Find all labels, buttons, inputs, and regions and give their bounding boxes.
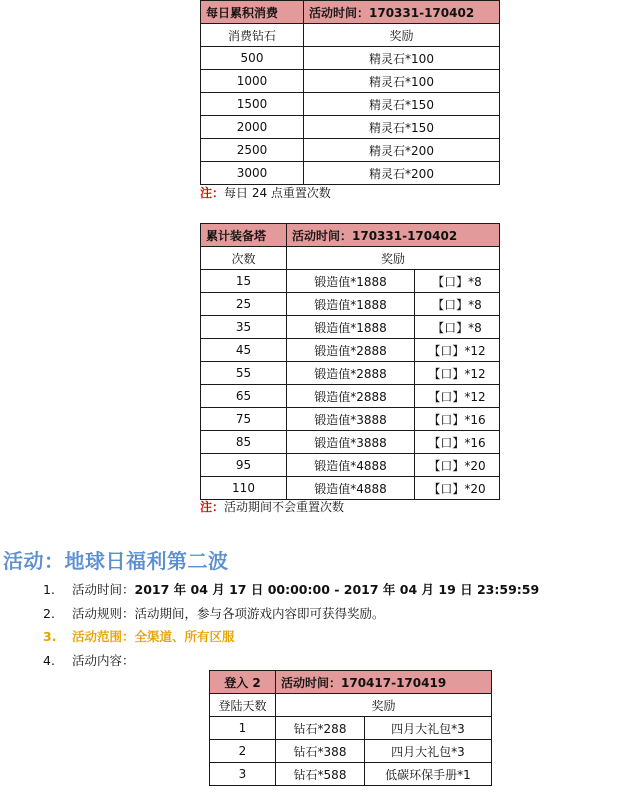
table-row [201,362,500,385]
cell: 锻造值*4888 [287,477,415,500]
section-title: 活动：地球日福利第二波 [3,549,229,573]
item-number: 2. [43,605,55,621]
cell: 1 [210,717,276,740]
cell: 四月大礼包*3 [365,717,492,740]
item-label: 活动规则： [72,605,135,621]
table-row [201,316,500,339]
item-label: 活动时间： [72,582,135,597]
cell: 75 [201,408,287,431]
item-value: 2017 年 04 月 17 日 00:00:00 - 2017 年 04 月 19 日 23:59:59 [134,582,540,597]
table-period: 活动时间：170331-170402 [287,224,500,247]
column-header: 次数 [201,247,287,270]
cell: 【口】*20 [415,454,500,477]
cell: 【口】*12 [415,362,500,385]
tower-cumulative-table [200,223,500,500]
cell: 【口】*16 [415,408,500,431]
note-label: 注： [200,500,225,514]
cell: 锻造值*1888 [287,293,415,316]
cell: 【口】*20 [415,477,500,500]
cell: 1500 [201,93,304,116]
table-row [201,477,500,500]
cell: 低碳环保手册*1 [365,763,492,786]
cell: 精灵石*200 [304,139,500,162]
cell: 四月大礼包*3 [365,740,492,763]
item-label: 活动内容： [72,652,135,668]
table-title: 每日累积消费 [201,1,304,24]
column-header: 奖励 [276,694,492,717]
cell: 锻造值*4888 [287,454,415,477]
cell: 精灵石*200 [304,162,500,185]
cell: 锻造值*3888 [287,408,415,431]
table-row [210,763,492,786]
cell: 锻造值*1888 [287,270,415,293]
cell: 【口】*8 [415,270,500,293]
column-header-row [201,247,500,270]
cell: 【口】*16 [415,431,500,454]
cell: 锻造值*2888 [287,385,415,408]
cell: 锻造值*3888 [287,431,415,454]
cell: 【口】*12 [415,385,500,408]
table-header-row [210,671,492,694]
login-reward-table [209,670,492,786]
item-label: 活动范围： [72,629,135,644]
cell: 85 [201,431,287,454]
table-row [201,70,500,93]
cell: 2 [210,740,276,763]
cell: 【口】*12 [415,339,500,362]
table-header-row [201,1,500,24]
cell: 3000 [201,162,304,185]
cell: 55 [201,362,287,385]
column-header: 奖励 [287,247,500,270]
table2-note [200,498,344,515]
table-title: 累计装备塔 [201,224,287,247]
table-row [201,431,500,454]
table1-note [200,184,331,201]
cell: 2500 [201,139,304,162]
column-header-row [210,694,492,717]
cell: 1000 [201,70,304,93]
cell: 精灵石*100 [304,70,500,93]
item-number: 3. [43,629,57,644]
cell: 95 [201,454,287,477]
table-row [201,47,500,70]
cell: 65 [201,385,287,408]
table-row [201,385,500,408]
table-row [201,454,500,477]
column-header: 奖励 [304,24,500,47]
table-title: 登入 2 [210,671,276,694]
table-row [201,93,500,116]
note-text: 每日 24 点重置次数 [224,186,331,200]
cell: 锻造值*2888 [287,339,415,362]
table-row [201,162,500,185]
cell: 【口】*8 [415,293,500,316]
daily-spend-table [200,0,500,185]
cell: 钻石*588 [276,763,365,786]
cell: 锻造值*2888 [287,362,415,385]
table-header-row [201,224,500,247]
cell: 钻石*288 [276,717,365,740]
table-row [201,270,500,293]
cell: 110 [201,477,287,500]
table-row [201,408,500,431]
column-header: 登陆天数 [210,694,276,717]
table-row [210,717,492,740]
note-label: 注： [200,186,225,200]
cell: 35 [201,316,287,339]
cell: 500 [201,47,304,70]
item-number: 4. [43,652,55,668]
table-row [201,116,500,139]
cell: 精灵石*100 [304,47,500,70]
cell: 锻造值*1888 [287,316,415,339]
cell: 钻石*388 [276,740,365,763]
table-row [210,740,492,763]
table-period: 活动时间：170417-170419 [276,671,492,694]
table-row [201,339,500,362]
cell: 25 [201,293,287,316]
cell: 精灵石*150 [304,93,500,116]
cell: 15 [201,270,287,293]
cell: 精灵石*150 [304,116,500,139]
item-value: 全渠道、所有区服 [134,629,235,644]
item-value: 活动期间，参与各项游戏内容即可获得奖励。 [134,605,385,621]
cell: 3 [210,763,276,786]
table-period: 活动时间：170331-170402 [304,1,500,24]
note-text: 活动期间不会重置次数 [224,500,345,514]
item-number: 1. [43,582,55,597]
column-header-row [201,24,500,47]
cell: 【口】*8 [415,316,500,339]
table-row [201,139,500,162]
table-row [201,293,500,316]
cell: 45 [201,339,287,362]
cell: 2000 [201,116,304,139]
column-header: 消费钻石 [201,24,304,47]
